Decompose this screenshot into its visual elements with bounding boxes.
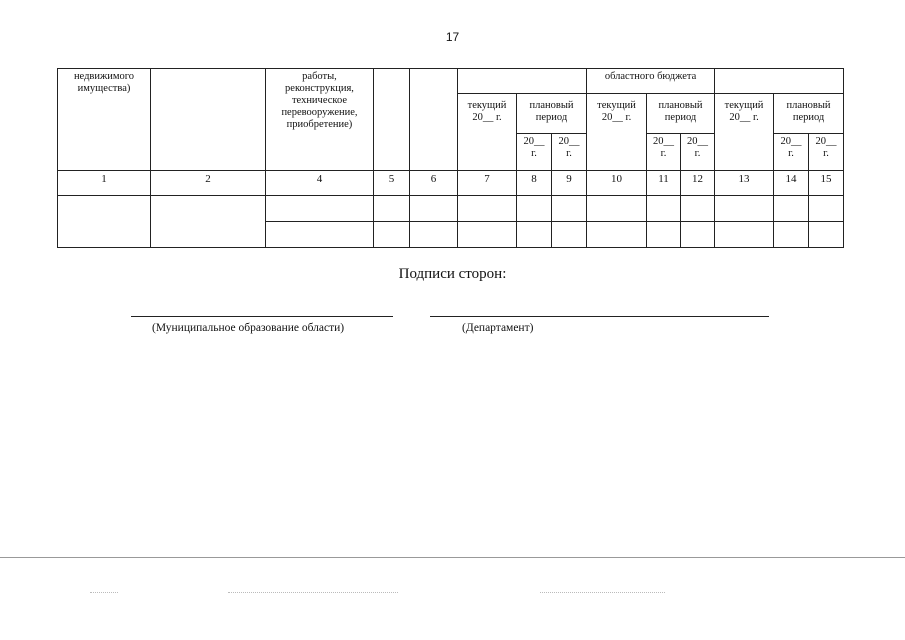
column-number: 9 [552, 170, 587, 195]
table-cell [58, 195, 151, 247]
column-number: 1 [58, 170, 151, 195]
header-col-2 [151, 69, 266, 171]
header-planned-period-3: плановый период [774, 93, 844, 133]
left-signature-line [131, 316, 393, 317]
header-group-3 [715, 69, 844, 94]
header-year-cell: 20__ г. [517, 133, 552, 170]
right-signature-caption: (Департамент) [462, 322, 534, 334]
column-number: 13 [715, 170, 774, 195]
header-planned-period-2: плановый период [647, 93, 715, 133]
table-cell [647, 195, 681, 221]
column-number: 14 [774, 170, 809, 195]
header-works: работы, реконструкция, техническое перевооружение, приобретение) [266, 69, 374, 171]
table-cell [458, 195, 517, 221]
table-cell [266, 221, 374, 247]
header-current-year-3: текущий 20__ г. [715, 93, 774, 170]
table-cell [517, 195, 552, 221]
table-cell [715, 195, 774, 221]
table-cell [151, 195, 266, 247]
header-year-cell: 20__ г. [552, 133, 587, 170]
right-signature-line [430, 316, 769, 317]
table-cell [517, 221, 552, 247]
table-cell [681, 195, 715, 221]
column-number: 7 [458, 170, 517, 195]
header-year-cell: 20__ г. [681, 133, 715, 170]
page-number: 17 [445, 30, 460, 44]
header-property: недвижимого имущества) [58, 69, 151, 171]
table-cell [374, 221, 410, 247]
table-cell [374, 195, 410, 221]
column-number: 6 [410, 170, 458, 195]
table-cell [774, 221, 809, 247]
column-number: 8 [517, 170, 552, 195]
header-year-cell: 20__ г. [809, 133, 844, 170]
table-cell [809, 221, 844, 247]
budget-table [57, 68, 844, 248]
table-cell [809, 195, 844, 221]
column-number: 12 [681, 170, 715, 195]
header-current-year-2: текущий 20__ г. [587, 93, 647, 170]
table-cell [266, 195, 374, 221]
header-col-5 [374, 69, 410, 171]
table-cell [715, 221, 774, 247]
scan-artifacts [0, 592, 905, 596]
table-cell [410, 195, 458, 221]
table-cell [774, 195, 809, 221]
left-signature-caption: (Муниципальное образование области) [152, 322, 345, 334]
header-current-year-1: текущий 20__ г. [458, 93, 517, 170]
footer-divider [0, 557, 905, 558]
signatures-title: Подписи сторон: [398, 266, 507, 282]
table-cell [681, 221, 715, 247]
table-cell [458, 221, 517, 247]
column-number: 2 [151, 170, 266, 195]
header-planned-period-1: плановый период [517, 93, 587, 133]
header-year-cell: 20__ г. [647, 133, 681, 170]
table-cell [410, 221, 458, 247]
column-number: 11 [647, 170, 681, 195]
table-cell [552, 195, 587, 221]
column-number: 5 [374, 170, 410, 195]
header-year-cell: 20__ г. [774, 133, 809, 170]
table-cell [552, 221, 587, 247]
table-cell [587, 195, 647, 221]
column-number: 4 [266, 170, 374, 195]
table-cell [587, 221, 647, 247]
table-cell [647, 221, 681, 247]
header-col-6 [410, 69, 458, 171]
header-regional-budget: областного бюджета [587, 69, 715, 94]
column-number: 10 [587, 170, 647, 195]
column-number: 15 [809, 170, 844, 195]
header-group-1 [458, 69, 587, 94]
